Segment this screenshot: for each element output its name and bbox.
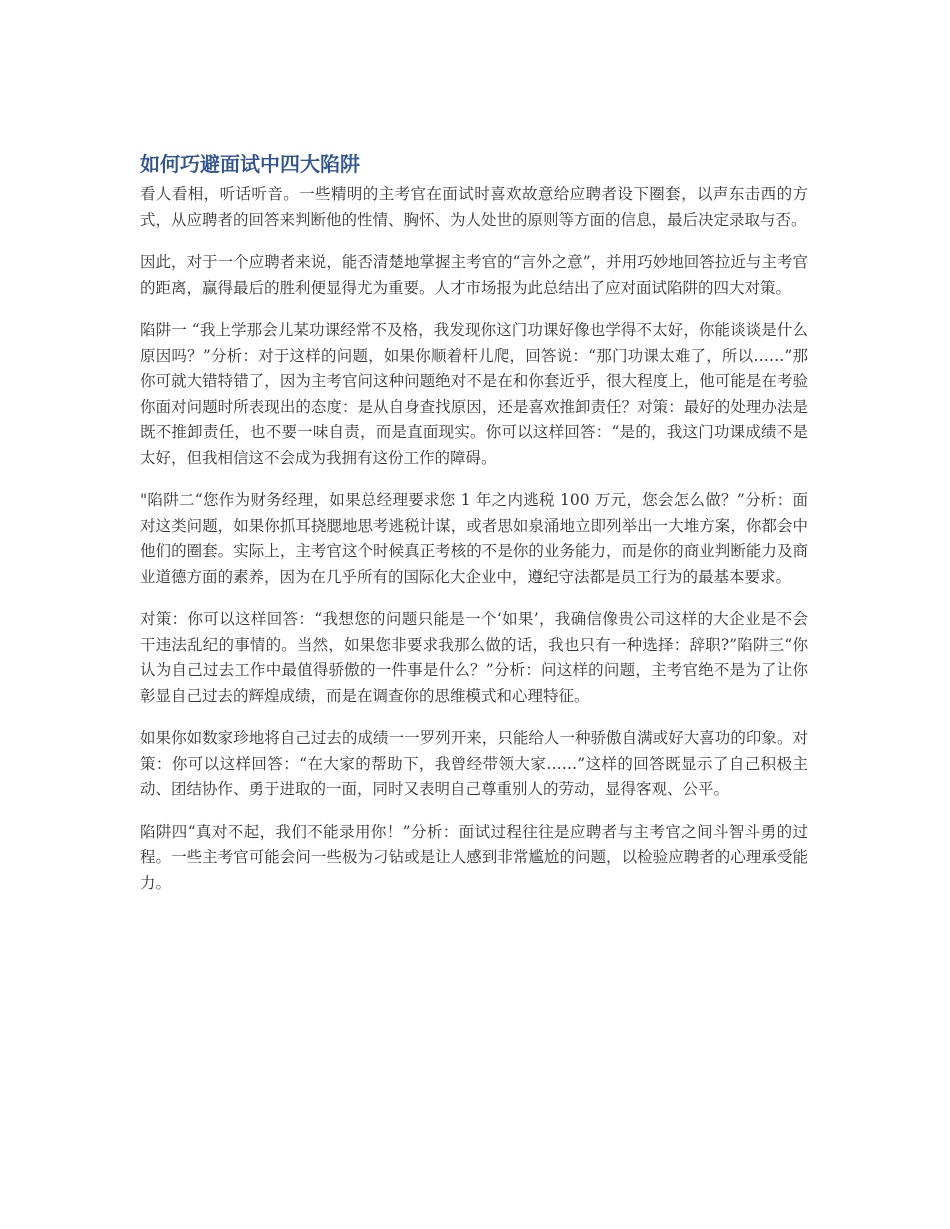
paragraph-trap-two: "陷阱二“您作为财务经理，如果总经理要求您 1 年之内逃税 100 万元，您会怎么做？”分析：面对这类问题，如果你抓耳挠腮地思考逃税计谋，或者思如泉涌地立即列举出一大堆方案，你都会中他们的圈套。实际上，主考官这个时候真正考核的不是你的业务能力，而是你的商业判断能力及商业道德方面的素养，因为在几乎所有的国际化大企业中，遵纪守法都是员工行为的最基本要求。: [140, 491, 808, 586]
paragraph-trap-one: 陷阱一 “我上学那会儿某功课经常不及格，我发现你这门功课好像也学得不太好，你能谈谈是什么原因吗？”分析：对于这样的问题，如果你顺着杆儿爬，回答说：“那门功课太难了，所以……”那你可就大错特错了，因为主考官问这种问题绝对不是在和你套近乎，很大程度上，他可能是在考验你面对问题时所表现出的态度：是从自身查找原因，还是喜欢推卸责任？对策：最好的处理办法是既不推卸责任，也不要一味自责，而是直面现实。你可以这样回答：“是的，我这门功课成绩不是太好，但我相信这不会成为我拥有这份工作的障碍。: [140, 321, 808, 467]
paragraph-intro: 看人看相，听话听音。一些精明的主考官在面试时喜欢故意给应聘者设下圈套，以声东击西的方式，从应聘者的回答来判断他的性情、胸怀、为人处世的原则等方面的信息，最后决定录取与否。: [140, 185, 808, 229]
document-title: 如何巧避面试中四大陷阱: [140, 152, 360, 176]
document-body: [140, 150, 808, 913]
paragraph-overview: 因此，对于一个应聘者来说，能否清楚地掌握主考官的“言外之意”，并用巧妙地回答拉近与主考官的距离，赢得最后的胜利便显得尤为重要。人才市场报为此总结出了应对面试陷阱的四大对策。: [140, 253, 808, 297]
paragraph-trap-three-strategy: 如果你如数家珍地将自己过去的成绩一一罗列开来，只能给人一种骄傲自满或好大喜功的印象。对策：你可以这样回答：“在大家的帮助下，我曾经带领大家……”这样的回答既显示了自己积极主动、团结协作、勇于进取的一面，同时又表明自己尊重别人的劳动，显得客观、公平。: [140, 729, 808, 798]
paragraph-trap-two-strategy: 对策：你可以这样回答：“我想您的问题只能是一个‘如果’，我确信像贵公司这样的大企业是不会干违法乱纪的事情的。当然，如果您非要求我那么做的话，我也只有一种选择：辞职?”陷阱三“你认为自己过去工作中最值得骄傲的一件事是什么？”分析：问这样的问题，主考官绝不是为了让你彰显自己过去的辉煌成绩，而是在调查你的思维模式和心理特征。: [140, 610, 808, 705]
paragraph-trap-four: 陷阱四“真对不起，我们不能录用你！”分析：面试过程往往是应聘者与主考官之间斗智斗勇的过程。一些主考官可能会问一些极为刁钻或是让人感到非常尴尬的问题，以检验应聘者的心理承受能力。: [140, 822, 808, 892]
